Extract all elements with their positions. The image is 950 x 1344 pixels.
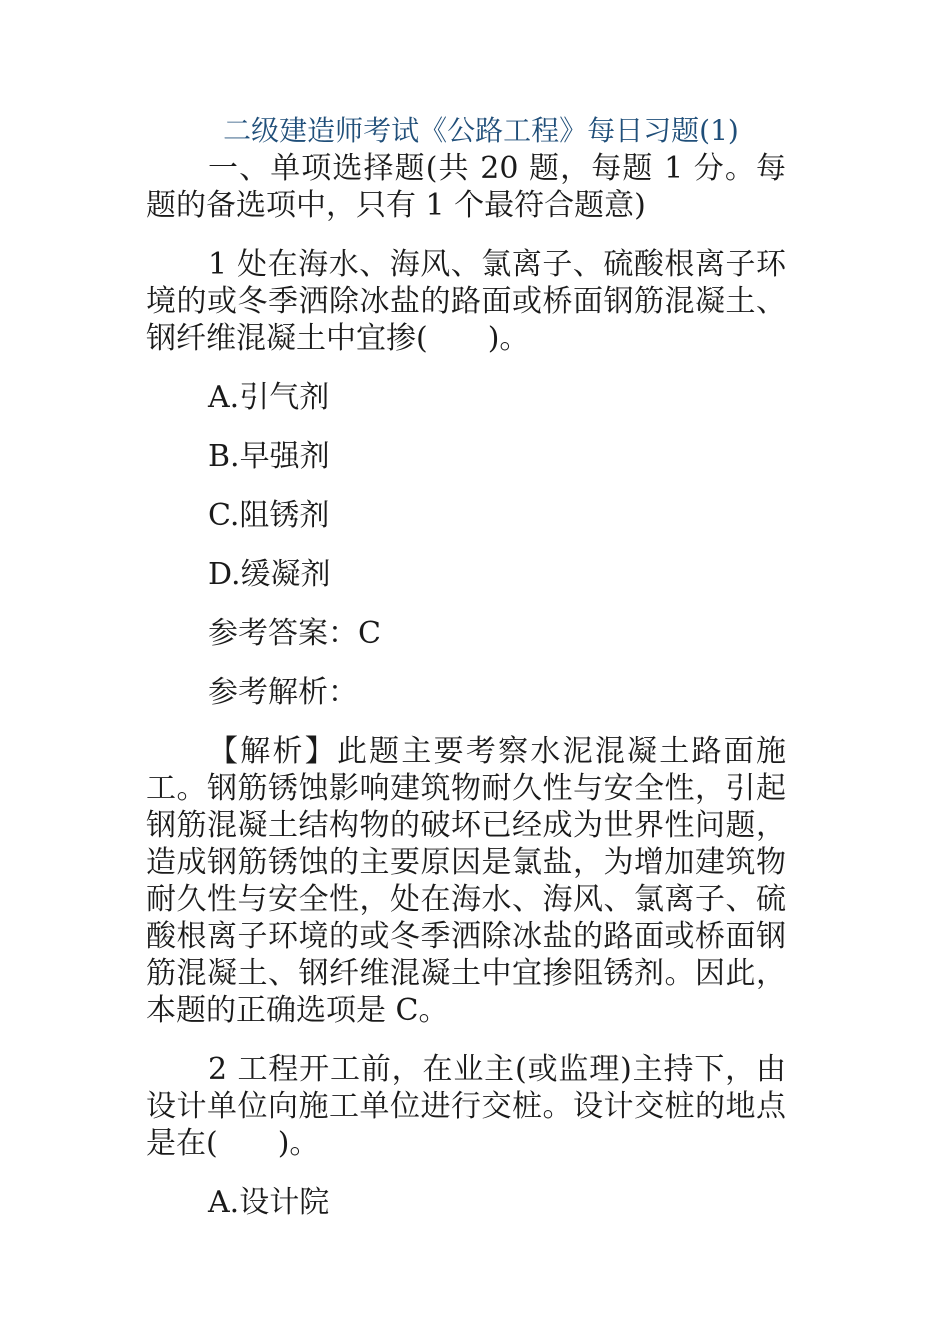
section-intro: 一、单项选择题(共 20 题，每题 1 分。每题的备选项中，只有 1 个最符合题意) [146, 151, 786, 223]
question-1-analysis: 【解析】此题主要考察水泥混凝土路面施工。钢筋锈蚀影响建筑物耐久性与安全性，引起钢筋混凝土结构物的破坏已经成为世界性问题，造成钢筋锈蚀的主要原因是氯盐，为增加建筑物耐久性与安全性，处在海水、海风、氯离子、硫酸根离子环境的或冬季洒除冰盐的路面或桥面钢筋混凝土、钢纤维混凝土中宜掺阻锈剂。因此，本题的正确选项是 C。 [146, 734, 786, 1028]
question-2 [146, 1051, 786, 1221]
question-1-option-b: B.早强剂 [208, 439, 330, 474]
question-2-option-a: A.设计院 [208, 1185, 330, 1220]
question-1-option-a: A.引气剂 [208, 380, 330, 415]
question-2-stem: 2 工程开工前，在业主(或监理)主持下，由设计单位向施工单位进行交桩。设计交桩的地点是在( )。 [146, 1052, 786, 1161]
question-1-answer: 参考答案：C [208, 616, 381, 651]
question-1-option-c: C.阻锈剂 [208, 498, 330, 533]
question-1-stem: 1 处在海水、海风、氯离子、硫酸根离子环境的或冬季洒除冰盐的路面或桥面钢筋混凝土、钢纤维混凝土中宜掺( )。 [146, 247, 786, 356]
document-title: 二级建造师考试《公路工程》每日习题(1) [223, 114, 739, 147]
question-1-analysis-label: 参考解析： [208, 675, 358, 710]
document-page [146, 112, 786, 1243]
question-1-option-d: D.缓凝剂 [208, 557, 331, 592]
question-1 [146, 246, 786, 1029]
